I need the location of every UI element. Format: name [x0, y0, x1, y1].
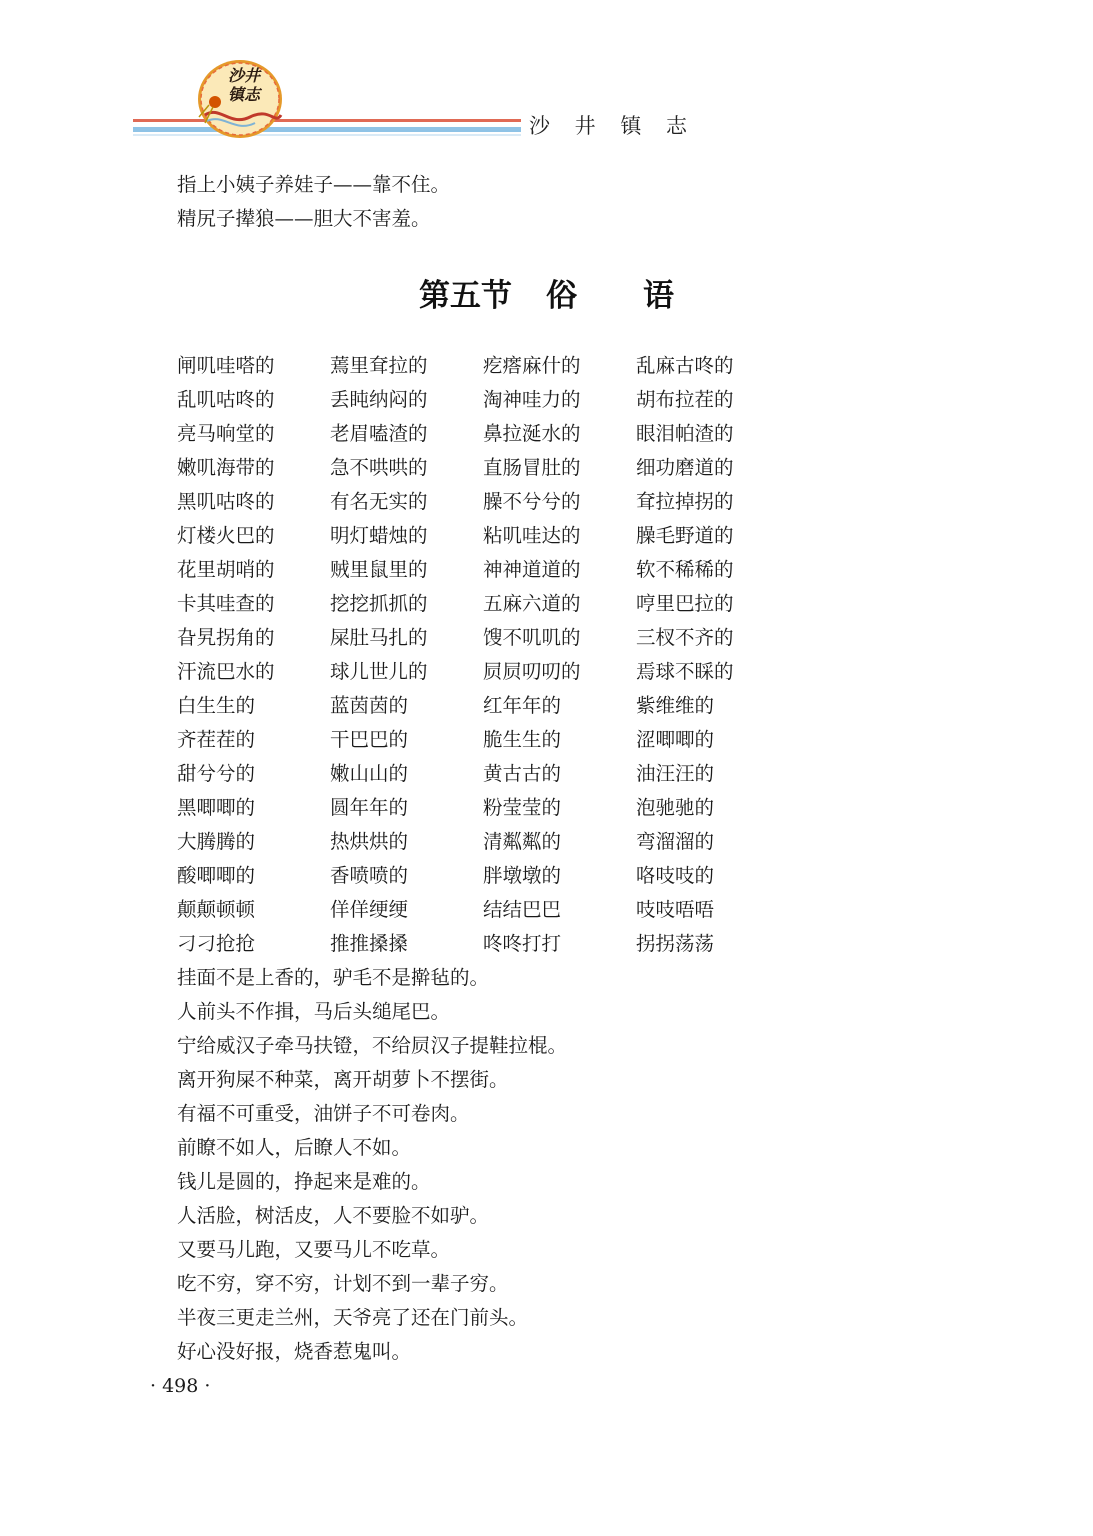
top-lines — [177, 168, 450, 236]
idiom-cell: 直肠冒肚的 — [483, 456, 581, 479]
idiom-cell: 细功磨道的 — [636, 456, 734, 479]
idiom-cell: 淘神哇力的 — [483, 388, 581, 411]
idiom-cell: 黄古古的 — [483, 762, 562, 785]
idiom-cell: 咚咚打打 — [483, 932, 562, 955]
idiom-cell: 乱叽咕咚的 — [177, 388, 275, 411]
logo-text: 沙井镇志 — [227, 66, 260, 104]
idiom-cell: 花里胡哨的 — [177, 558, 275, 581]
idiom-cell: 紫维维的 — [636, 694, 715, 717]
list-item: 又要马儿跑，又要马儿不吃草。 — [177, 1238, 451, 1261]
idiom-grid — [177, 349, 789, 961]
idiom-cell: 亮马响堂的 — [177, 422, 275, 445]
idiom-cell: 闸叽哇嗒的 — [177, 354, 275, 377]
idiom-cell: 耷拉掉拐的 — [636, 490, 734, 513]
list-item: 挂面不是上香的，驴毛不是擀毡的。 — [177, 966, 490, 989]
list-item: 有福不可重受，油饼子不可卷肉。 — [177, 1102, 470, 1125]
idiom-cell: 贼里鼠里的 — [330, 558, 428, 581]
idiom-cell: 软不稀稀的 — [636, 558, 734, 581]
header-rule-lightblue — [133, 134, 521, 136]
list-item: 离开狗屎不种菜，离开胡萝卜不摆街。 — [177, 1068, 509, 1091]
idiom-cell: 颠颠顿顿 — [177, 898, 256, 921]
idiom-cell: 旮旯拐角的 — [177, 626, 275, 649]
idiom-cell: 眼泪帕渣的 — [636, 422, 734, 445]
idiom-cell: 丢盹纳闷的 — [330, 388, 428, 411]
idiom-cell: 屃屃叨叨的 — [483, 660, 581, 683]
running-title: 沙 井 镇 志 — [529, 114, 697, 138]
idiom-cell: 馊不叽叽的 — [483, 626, 581, 649]
idiom-cell: 蓝茵茵的 — [330, 694, 409, 717]
idiom-cell: 乱麻古咚的 — [636, 354, 734, 377]
idiom-cell: 齐茬茬的 — [177, 728, 256, 751]
list-item: 人前头不作揖，马后头缒尾巴。 — [177, 1000, 451, 1023]
header-rule-blue — [133, 127, 521, 132]
idiom-cell: 佯佯绠绠 — [330, 898, 409, 921]
idiom-cell: 胡布拉茬的 — [636, 388, 734, 411]
idiom-cell: 泡驰驰的 — [636, 796, 715, 819]
idiom-cell: 咯吱吱的 — [636, 864, 715, 887]
idiom-cell: 三杈不齐的 — [636, 626, 734, 649]
idiom-cell: 干巴巴的 — [330, 728, 409, 751]
list-item: 钱儿是圆的，挣起来是难的。 — [177, 1170, 431, 1193]
idiom-cell: 推推搡搡 — [330, 932, 409, 955]
section-title — [0, 270, 1093, 315]
idiom-cell: 疙瘩麻什的 — [483, 354, 581, 377]
idiom-cell: 挖挖抓抓的 — [330, 592, 428, 615]
idiom-cell: 白生生的 — [177, 694, 256, 717]
list-item: 吃不穷，穿不穷，计划不到一辈子穷。 — [177, 1272, 509, 1295]
list-item: 精尻子撵狼——胆大不害羞。 — [177, 207, 431, 230]
idiom-cell: 蔫里耷拉的 — [330, 354, 428, 377]
list-item: 好心没好报，烧香惹鬼叫。 — [177, 1340, 412, 1363]
idiom-cell: 涩唧唧的 — [636, 728, 715, 751]
idiom-cell: 圆年年的 — [330, 796, 409, 819]
idiom-cell: 油汪汪的 — [636, 762, 715, 785]
idiom-cell: 吱吱唔唔 — [636, 898, 715, 921]
idiom-cell: 弯溜溜的 — [636, 830, 715, 853]
idiom-cell: 臊毛野道的 — [636, 524, 734, 547]
idiom-cell: 香喷喷的 — [330, 864, 409, 887]
idiom-cell: 球儿世儿的 — [330, 660, 428, 683]
idiom-cell: 哼里巴拉的 — [636, 592, 734, 615]
idiom-cell: 黑叽咕咚的 — [177, 490, 275, 513]
idiom-cell: 粘叽哇达的 — [483, 524, 581, 547]
idiom-cell: 灯楼火巴的 — [177, 524, 275, 547]
idiom-cell: 明灯蜡烛的 — [330, 524, 428, 547]
idiom-cell: 结结巴巴 — [483, 898, 562, 921]
idiom-cell: 卡其哇查的 — [177, 592, 275, 615]
section-title-word1: 俗 — [546, 278, 577, 314]
list-item: 宁给威汉子牵马扶镫，不给屃汉子提鞋拉棍。 — [177, 1034, 568, 1057]
idiom-cell: 五麻六道的 — [483, 592, 581, 615]
idiom-cell: 红年年的 — [483, 694, 562, 717]
idiom-cell: 神神道道的 — [483, 558, 581, 581]
header-rule-red — [133, 119, 521, 122]
idiom-cell: 鼻拉涎水的 — [483, 422, 581, 445]
idiom-cell: 老眉嗑渣的 — [330, 422, 428, 445]
section-title-number: 第五节 — [419, 278, 512, 314]
section-title-word2: 语 — [643, 278, 674, 314]
list-item: 人活脸，树活皮，人不要脸不如驴。 — [177, 1204, 490, 1227]
proverb-list — [177, 961, 567, 1369]
idiom-cell: 有名无实的 — [330, 490, 428, 513]
idiom-cell: 汗流巴水的 — [177, 660, 275, 683]
page-number: · 498 · — [150, 1375, 211, 1397]
idiom-cell: 热烘烘的 — [330, 830, 409, 853]
idiom-cell: 臊不兮兮的 — [483, 490, 581, 513]
idiom-cell: 清粼粼的 — [483, 830, 562, 853]
idiom-cell: 胖墩墩的 — [483, 864, 562, 887]
idiom-cell: 刁刁抢抢 — [177, 932, 256, 955]
idiom-cell: 黑唧唧的 — [177, 796, 256, 819]
idiom-cell: 酸唧唧的 — [177, 864, 256, 887]
idiom-cell: 脆生生的 — [483, 728, 562, 751]
idiom-cell: 大腾腾的 — [177, 830, 256, 853]
idiom-cell: 粉莹莹的 — [483, 796, 562, 819]
list-item: 指上小姨子养娃子——靠不住。 — [177, 173, 451, 196]
idiom-cell: 嫩叽海带的 — [177, 456, 275, 479]
idiom-cell: 嫩山山的 — [330, 762, 409, 785]
list-item: 半夜三更走兰州，天爷亮了还在门前头。 — [177, 1306, 529, 1329]
idiom-cell: 急不哄哄的 — [330, 456, 428, 479]
idiom-cell: 屎肚马扎的 — [330, 626, 428, 649]
idiom-cell: 焉球不睬的 — [636, 660, 734, 683]
list-item: 前瞭不如人，后瞭人不如。 — [177, 1136, 412, 1159]
idiom-cell: 甜兮兮的 — [177, 762, 256, 785]
idiom-cell: 拐拐荡荡 — [636, 932, 715, 955]
